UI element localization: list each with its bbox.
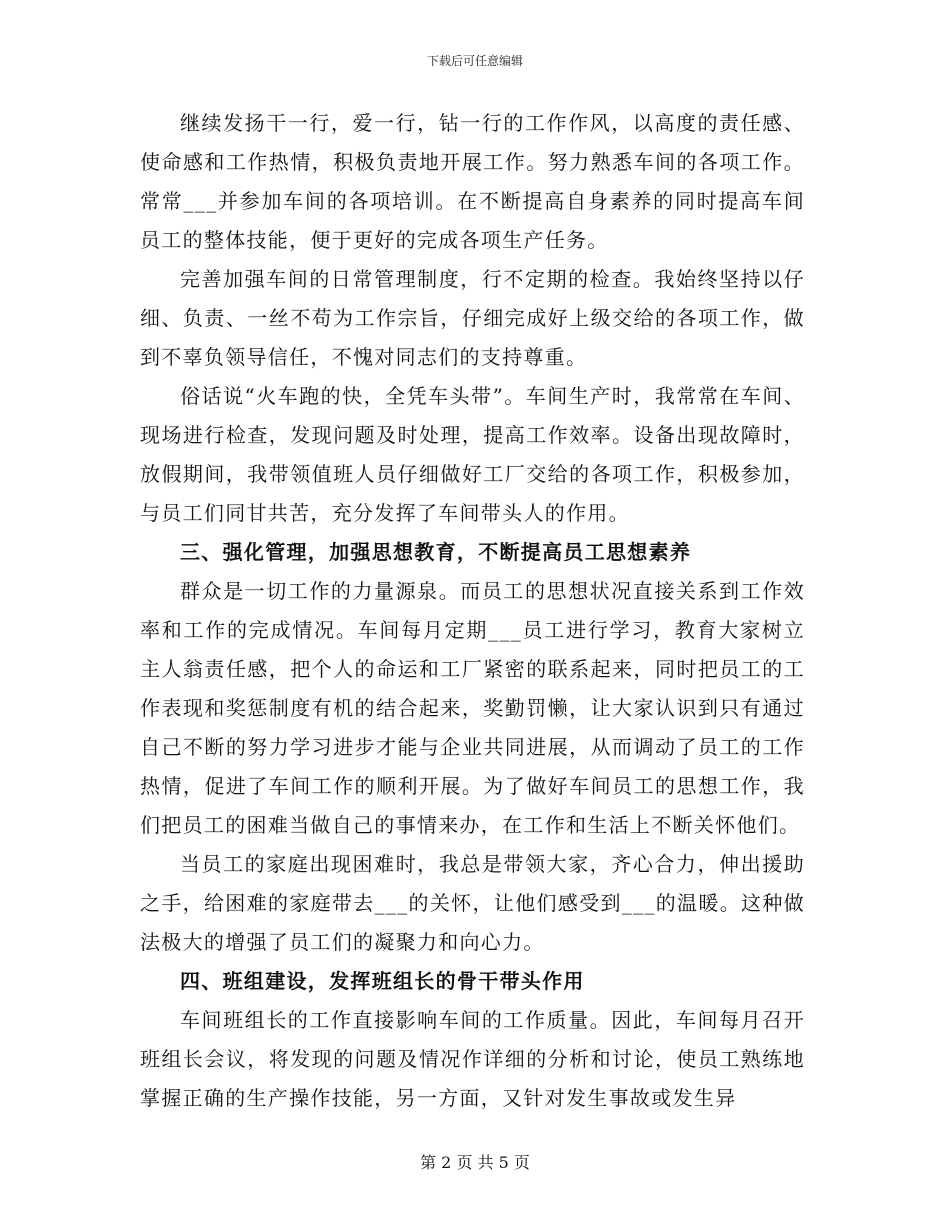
paragraph-work-style: 继续发扬干一行，爱一行，钻一行的工作作风，以高度的责任感、使命感和工作热情，积极负责地开展工作。努力熟悉车间的各项工作。常常___并参加车间的各项培训。在不断提高自身素养的同时提高车间员工的整体技能，便于更好的完成各项生产任务。 <box>140 111 805 252</box>
page-number: 第 2 页 共 5 页 <box>420 1153 530 1172</box>
paragraph-family-support: 当员工的家庭出现困难时，我总是带领大家，齐心合力，伸出援助之手，给困难的家庭带去___的关怀，让他们感受到___的温暖。这种做法极大的增强了员工们的凝聚力和向心力。 <box>140 852 805 954</box>
paragraph-leading-example: 俗话说“火车跑的快，全凭车头带”。车间生产时，我常常在车间、现场进行检查，发现问题及时处理，提高工作效率。设备出现故障时，放假期间，我带领值班人员仔细做好工厂交给的各项工作，积极参加，与员工们同甘共苦，充分发挥了车间带头人的作用。 <box>140 384 805 525</box>
paragraph-management-system: 完善加强车间的日常管理制度，行不定期的检查。我始终坚持以仔细、负责、一丝不苟为工作宗旨，仔细完成好上级交给的各项工作，做到不辜负领导信任，不愧对同志们的支持尊重。 <box>140 267 805 369</box>
section-heading-4: 四、班组建设，发挥班组长的骨干带头作用 <box>180 969 585 993</box>
document-body <box>140 104 805 1118</box>
paragraph-team-leaders: 车间班组长的工作直接影响车间的工作质量。因此，车间每月召开班组长会议，将发现的问题及情况作详细的分析和讨论，使员工熟练地掌握正确的生产操作技能，另一方面，又针对发生事故或发生异 <box>140 1008 805 1110</box>
section-heading-3: 三、强化管理，加强思想教育，不断提高员工思想素养 <box>180 540 692 564</box>
page-header: 下载后可任意编辑 <box>426 54 523 68</box>
paragraph-ideological-education: 群众是一切工作的力量源泉。而员工的思想状况直接关系到工作效率和工作的完成情况。车间每月定期___员工进行学习，教育大家树立主人翁责任感，把个人的命运和工厂紧密的联系起来，同时把员工的工作表现和奖惩制度有机的结合起来，奖勤罚懒，让大家认识到只有通过自己不断的努力学习进步才能与企业共同进展，从而调动了员工的工作热情，促进了车间工作的顺利开展。为了做好车间员工的思想工作，我们把员工的困难当做自己的事情来办，在工作和生活上不断关怀他们。 <box>140 579 805 837</box>
